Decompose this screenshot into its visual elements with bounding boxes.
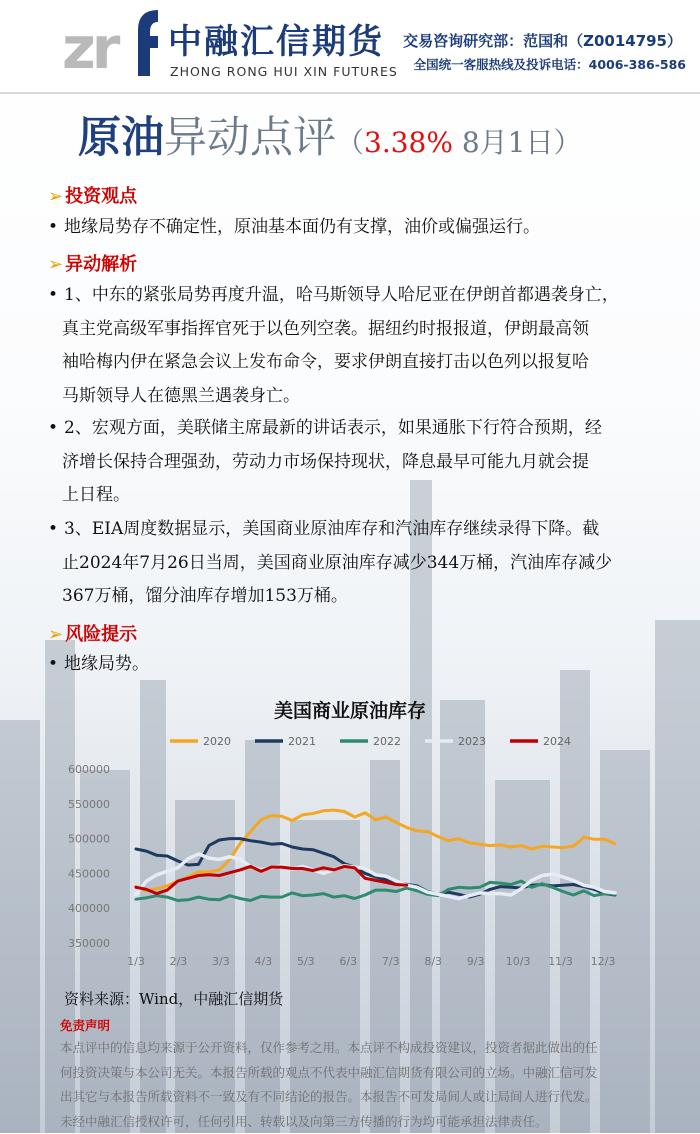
disclaimer-title: 免责声明 [60, 1018, 111, 1033]
legend-label: 2020 [203, 735, 231, 748]
y-tick-label: 350000 [68, 937, 110, 950]
bullet-icon: • [48, 418, 59, 438]
legend-label: 2021 [288, 735, 316, 748]
x-tick-label: 7/3 [381, 955, 400, 968]
title-part2: 异动点评 [164, 113, 336, 163]
legend-label: 2024 [543, 735, 571, 748]
title-part1: 原油 [78, 113, 164, 163]
company-name-en: ZHONG RONG HUI XIN FUTURES [170, 64, 398, 79]
header-bar [0, 0, 700, 94]
x-tick-label: 10/3 [505, 955, 531, 968]
section-analysis-title: ➢ 异动解析 [48, 254, 138, 275]
analysis-item-2: • 2、宏观方面，美联储主席最新的讲话表示，如果通胀下行符合预期，经 济增长保持合理强劲，劳动力市场保持现状，降息最早可能九月就会提 上日程。 [48, 412, 678, 513]
title-change: 3.38% [364, 126, 453, 159]
researcher-info: 交易咨询研究部：范国和（Z0014795） [403, 32, 682, 50]
y-tick-label: 400000 [68, 902, 110, 916]
title-paren: （ [336, 126, 365, 159]
x-tick-label: 12/3 [590, 955, 616, 968]
risk-text: • 地缘局势。 [48, 648, 678, 682]
logo-f-icon [128, 6, 160, 76]
page-title [78, 110, 582, 171]
disclaimer-text: 本点评中的信息均来源于公开资料，仅作参考之用。本点评不构成投资建议，投资者据此做出的任 何投资决策与本公司无关。本报告所载的观点不代表中融汇信期货有限公司的立场。中融汇信可发 出其它与本报告所载资料不一致及有不同结论的报告。本报告不可发局间人或让局间人进行代发。 未经中融汇信授权许可，任何引用、转载以及向第三方传播的行为均可能承担法律责任。 [60, 1040, 598, 1129]
y-tick-label: 500000 [68, 832, 110, 846]
y-tick-label: 550000 [68, 797, 110, 811]
bullet-icon: • [48, 285, 59, 305]
x-tick-label: 6/3 [339, 955, 358, 968]
y-tick-label: 600000 [68, 763, 110, 776]
arrow-icon: ➢ [48, 254, 64, 275]
x-tick-label: 11/3 [548, 955, 573, 968]
x-tick-label: 5/3 [296, 955, 315, 968]
x-tick-label: 4/3 [254, 955, 273, 968]
x-tick-label: 3/3 [212, 955, 230, 968]
view-text: • 地缘局势存不确定性，原油基本面仍有支撑，油价或偏强运行。 [48, 211, 678, 245]
x-tick-label: 8/3 [424, 955, 443, 968]
legend-label: 2022 [373, 735, 401, 748]
analysis-item-1: • 1、中东的紧张局势再度升温，哈马斯领导人哈尼亚在伊朗首都遇袭身亡， 真主党高级军事指挥官死于以色列空袭。据纽约时报报道，伊朗最高领 袖哈梅内伊在紧急会议上发布命令，要求伊朗直接打击以色列以报复哈 马斯领导人在德黑兰遇袭身亡。 [48, 279, 678, 413]
section-risk-title: ➢ 风险提示 [48, 624, 138, 645]
logo-mark: zr [62, 14, 117, 82]
x-tick-label: 1/3 [127, 955, 145, 968]
company-name-cn: 中融汇信期货 [168, 22, 384, 62]
bullet-icon: • [48, 654, 59, 674]
bullet-icon: • [48, 519, 59, 539]
x-tick-label: 9/3 [466, 955, 485, 968]
arrow-icon: ➢ [48, 186, 64, 207]
title-date: 8月1日） [452, 126, 582, 159]
inventory-line-chart [60, 725, 660, 970]
hotline-info: 全国统一客服热线及投诉电话：4006-386-586 [413, 57, 686, 72]
arrow-icon: ➢ [48, 624, 64, 645]
bullet-icon: • [48, 217, 59, 237]
y-tick-label: 450000 [68, 867, 110, 881]
analysis-item-3: • 3、EIA周度数据显示，美国商业原油库存和汽油库存继续录得下降。截 止2024年7月26日当周，美国商业原油库存减少344万桶，汽油库存减少 367万桶，馏分油库存增加153万桶。 [48, 513, 678, 614]
chart-title: 美国商业原油库存 [273, 700, 426, 722]
section-view-title: ➢ 投资观点 [48, 186, 138, 207]
series-line-2022 [136, 881, 615, 900]
x-tick-label: 2/3 [169, 955, 188, 968]
data-source: 资料来源：Wind，中融汇信期货 [64, 990, 284, 1008]
legend-label: 2023 [458, 735, 486, 748]
